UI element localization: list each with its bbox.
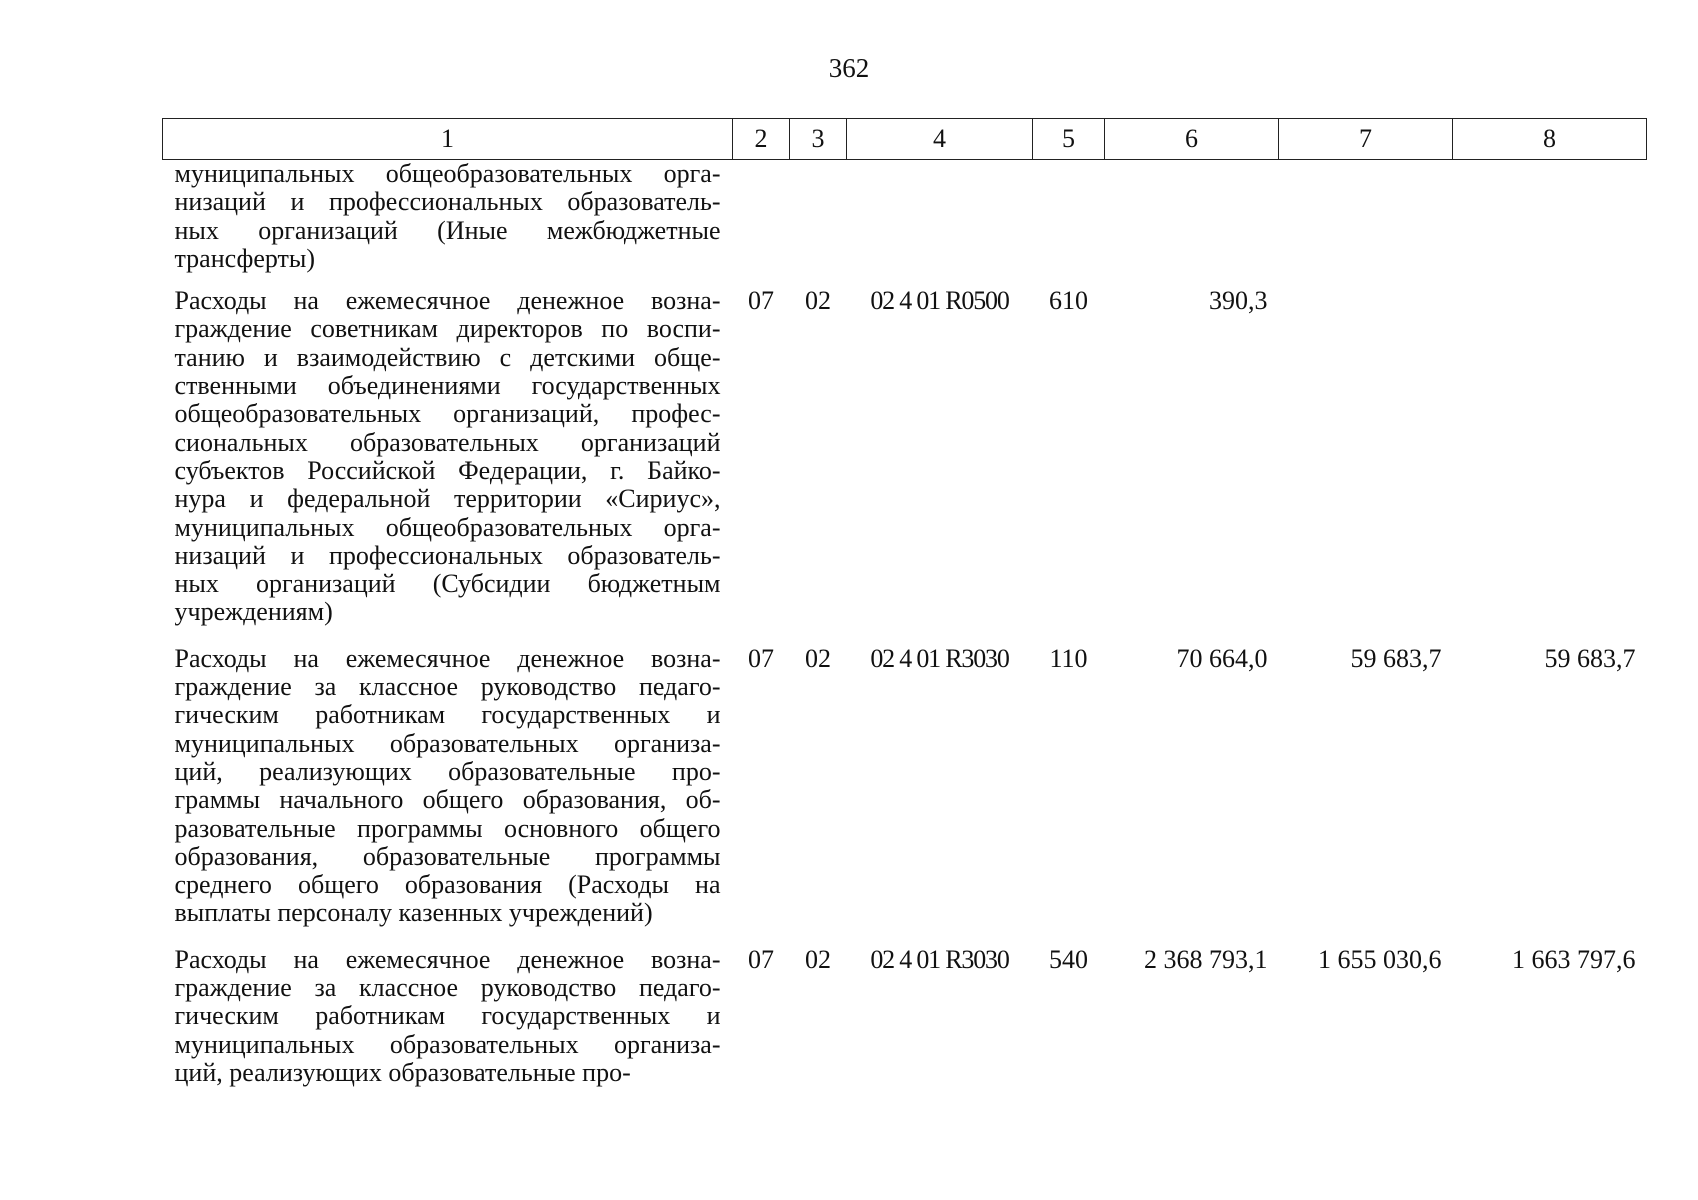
amount-year-2 <box>1279 287 1453 645</box>
expense-type-code: 610 <box>1049 286 1088 316</box>
table-row <box>163 946 1647 1105</box>
target-article-code: 02 4 01 R3030 <box>870 643 1009 673</box>
subsection-code: 02 <box>805 944 831 974</box>
description-line: Расходы на ежемесячное денежное возна- <box>174 643 721 673</box>
subsection-code: 02 <box>805 286 831 316</box>
expense-type-code <box>1033 160 1105 288</box>
description-line: низаций и профессиональных образователь- <box>174 187 721 217</box>
description-line: муниципальных образовательных организа- <box>174 728 721 758</box>
description-line: трансферты) <box>174 243 316 273</box>
amount-year-2: 59 683,7 <box>1350 643 1442 673</box>
column-header-8: 8 <box>1453 119 1647 160</box>
column-header-2: 2 <box>733 119 790 160</box>
amount-year-2: 1 655 030,6 <box>1318 944 1442 974</box>
row-description <box>163 946 733 1105</box>
description-line: ных организаций (Субсидии бюджетным <box>174 569 721 599</box>
column-header-7: 7 <box>1279 119 1453 160</box>
column-header-1: 1 <box>163 119 733 160</box>
description-line: танию и взаимодействию с детскими обще- <box>174 342 721 372</box>
subsection-code: 02 <box>805 643 831 673</box>
column-header-6: 6 <box>1105 119 1279 160</box>
section-code: 07 <box>748 643 774 673</box>
page-number: 362 <box>828 53 870 83</box>
description-line: нура и федеральной территории «Сириус», <box>174 484 721 514</box>
table-row <box>163 645 1647 946</box>
amount-year-1: 2 368 793,1 <box>1144 944 1268 974</box>
target-article-code: 02 4 01 R3030 <box>870 944 1009 974</box>
description-line: граждение за классное руководство педаго- <box>174 672 721 702</box>
description-line: ций, реализующих образовательные про- <box>174 1057 631 1087</box>
subsection-code <box>790 160 847 288</box>
description-line: среднего общего образования (Расходы на <box>174 870 721 900</box>
table-row <box>163 160 1647 288</box>
description-line: образования, образовательные программы <box>174 841 721 871</box>
table-row <box>163 287 1647 645</box>
description-line: ных организаций (Иные межбюджетные <box>174 215 721 245</box>
amount-year-1: 70 664,0 <box>1176 643 1268 673</box>
description-line: граммы начального общего образования, об- <box>174 785 721 815</box>
description-line: ственными объединениями государственных <box>174 371 721 401</box>
amount-year-3: 59 683,7 <box>1544 643 1636 673</box>
column-header-5: 5 <box>1033 119 1105 160</box>
amount-year-3 <box>1453 287 1647 645</box>
description-line: граждение советникам директоров по воспи- <box>174 314 721 344</box>
description-line: граждение за классное руководство педаго- <box>174 973 721 1003</box>
target-article-code <box>847 160 1033 288</box>
row-description <box>163 287 733 645</box>
section-code: 07 <box>748 944 774 974</box>
section-code: 07 <box>748 286 774 316</box>
description-line: выплаты персоналу казенных учреждений) <box>174 898 653 928</box>
description-line: муниципальных общеобразовательных орга- <box>174 159 721 188</box>
description-line: разовательные программы основного общего <box>174 813 721 843</box>
amount-year-1 <box>1105 160 1279 288</box>
header-row <box>163 119 1647 160</box>
amount-year-3: 1 663 797,6 <box>1512 944 1636 974</box>
description-line: Расходы на ежемесячное денежное возна- <box>174 286 721 316</box>
description-line: муниципальных общеобразовательных орга- <box>174 512 721 542</box>
target-article-code: 02 4 01 R0500 <box>870 286 1009 316</box>
description-line: гическим работникам государственных и <box>174 1001 721 1031</box>
description-line: муниципальных образовательных организа- <box>174 1029 721 1059</box>
amount-year-3 <box>1453 160 1647 288</box>
amount-year-1: 390,3 <box>1209 286 1268 316</box>
expense-type-code: 110 <box>1049 643 1088 673</box>
description-line: гическим работникам государственных и <box>174 700 721 730</box>
expense-type-code: 540 <box>1049 944 1088 974</box>
description-line: субъектов Российской Федерации, г. Байко- <box>174 455 721 485</box>
row-description <box>163 645 733 946</box>
description-line: Расходы на ежемесячное денежное возна- <box>174 944 721 974</box>
description-line: низаций и профессиональных образователь- <box>174 540 721 570</box>
description-line: учреждениям) <box>174 597 333 627</box>
amount-year-2 <box>1279 160 1453 288</box>
description-line: ций, реализующих образовательные про- <box>174 756 721 786</box>
description-line: сиональных образовательных организаций <box>174 427 721 457</box>
column-header-3: 3 <box>790 119 847 160</box>
row-description <box>163 160 733 288</box>
budget-table <box>162 118 1647 1105</box>
column-header-4: 4 <box>847 119 1033 160</box>
section-code <box>733 160 790 288</box>
description-line: общеобразовательных организаций, профес- <box>174 399 721 429</box>
